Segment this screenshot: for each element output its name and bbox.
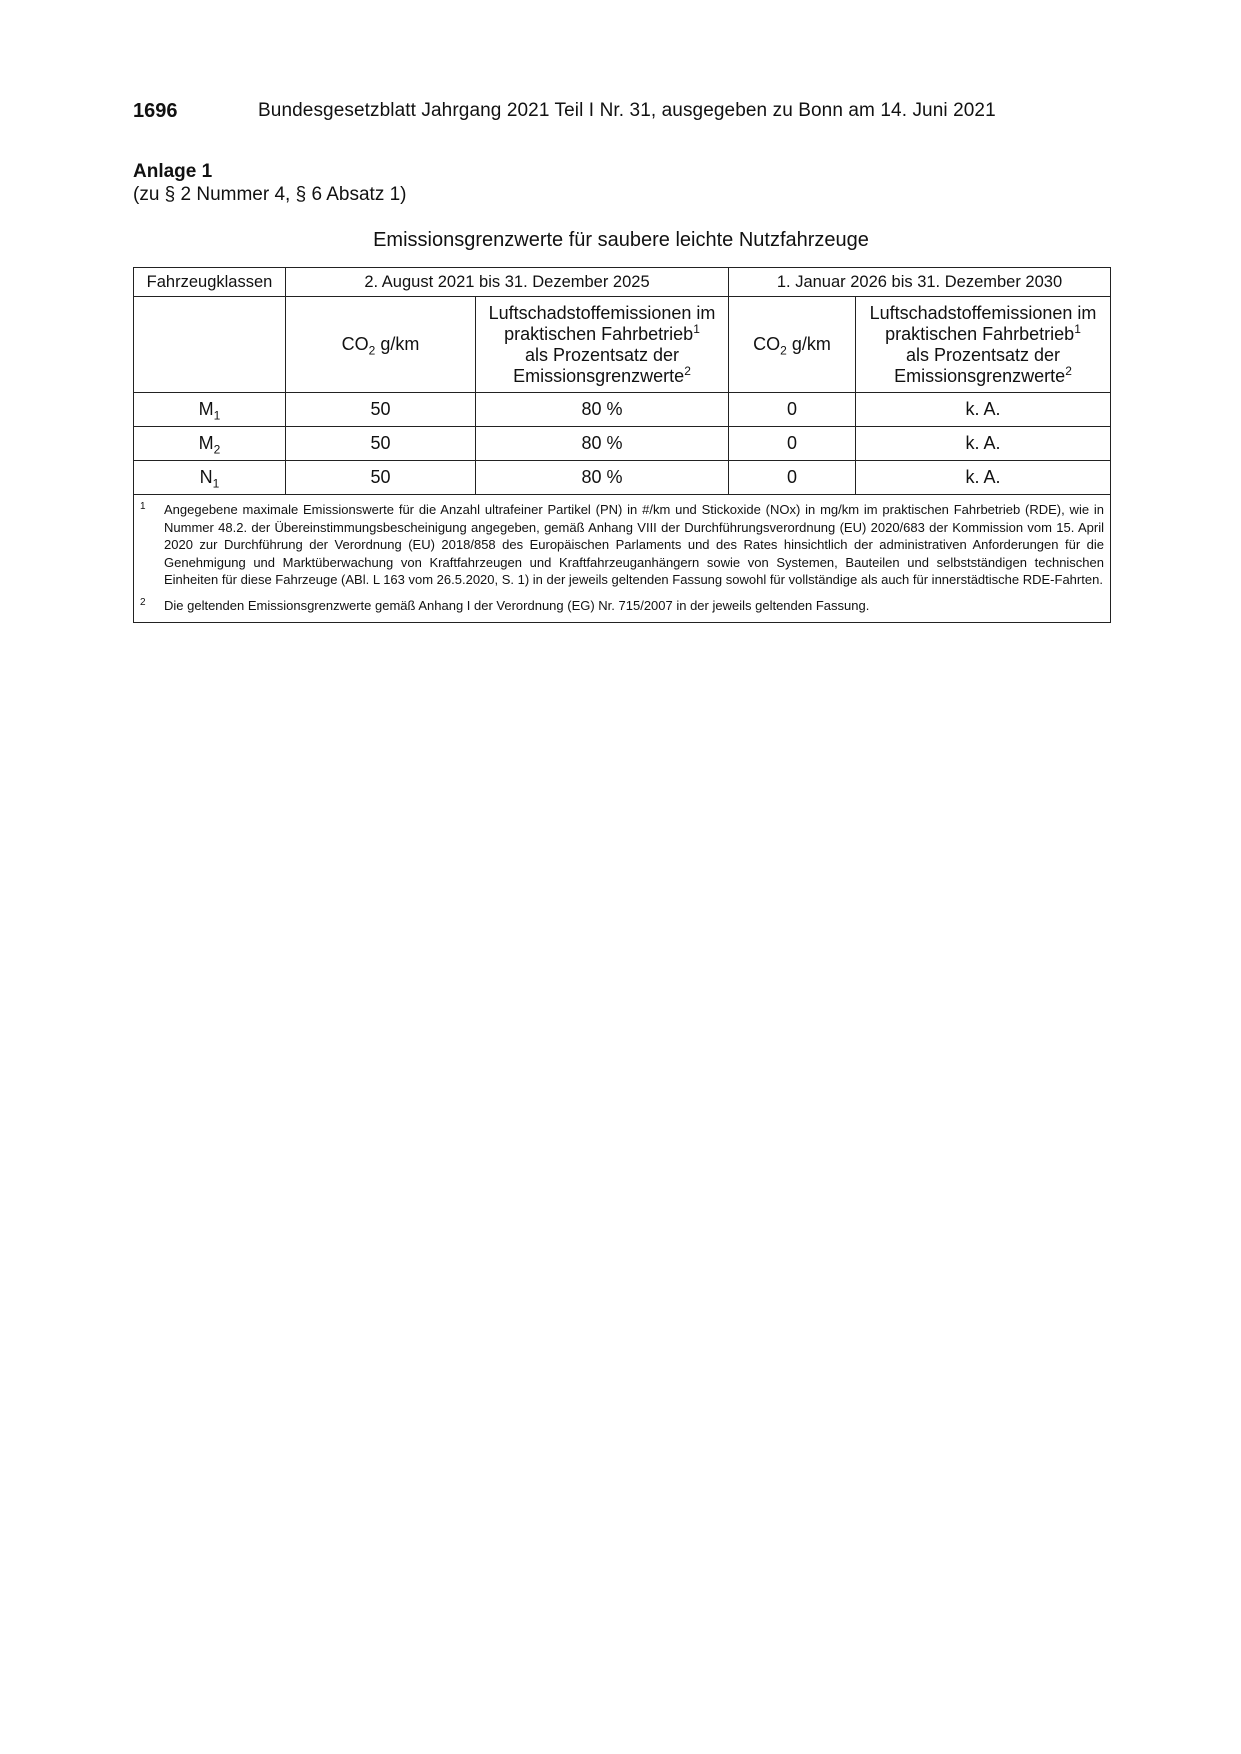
footnotes-row xyxy=(134,495,1111,623)
footnote-text: Die geltenden Emissionsgrenzwerte gemäß Anhang I der Verordnung (EG) Nr. 715/2007 in der jeweils geltenden Fassung. xyxy=(164,597,870,613)
vehicle-class-cell: $M_1$ xyxy=(134,393,286,427)
pollutant-period-1-cell: 80 % xyxy=(476,461,729,495)
pollutant-period-2-cell: k. A. xyxy=(856,393,1111,427)
vehicle-class-cell: $M_2$ xyxy=(134,427,286,461)
co2-period-1-cell: 50 xyxy=(286,393,476,427)
running-title: Bundesgesetzblatt Jahrgang 2021 Teil I Nr. 31, ausgegeben zu Bonn am 14. Juni 2021 xyxy=(258,100,996,121)
footnote-mark: 2 xyxy=(140,596,146,608)
pollutant-period-2-cell: k. A. xyxy=(856,427,1111,461)
co2-period-1-cell: 50 xyxy=(286,427,476,461)
co2-period-2-cell: 0 xyxy=(729,427,856,461)
header-co2-period-1: $CO_2$ g/km xyxy=(286,297,476,393)
table-header-row-periods xyxy=(134,268,1111,297)
table-row xyxy=(134,427,1111,461)
emissions-table xyxy=(133,267,1111,623)
header-empty-cell xyxy=(134,297,286,393)
header-pollutant-period-1: Luftschadstoffemissionen im praktischen Fahrbetrieb$^1$ als Prozentsatz der Emissionsgrenzwerte$^2$ xyxy=(476,297,729,393)
header-vehicle-classes: Fahrzeugklassen xyxy=(134,268,286,297)
header-co2-period-2: $CO_2$ g/km xyxy=(729,297,856,393)
co2-period-2-cell: 0 xyxy=(729,461,856,495)
vehicle-class-cell: $N_1$ xyxy=(134,461,286,495)
table-header-row-measures xyxy=(134,297,1111,393)
footnote-1 xyxy=(140,501,1104,589)
header-pollutant-period-2: Luftschadstoffemissionen im praktischen Fahrbetrieb$^1$ als Prozentsatz der Emissionsgrenzwerte$^2$ xyxy=(856,297,1111,393)
header-period-2: 1. Januar 2026 bis 31. Dezember 2030 xyxy=(729,268,1111,297)
table-row xyxy=(134,393,1111,427)
footnote-text: Angegebene maximale Emissionswerte für die Anzahl ultrafeiner Partikel (PN) in #/km und Stickoxide (NOx) in mg/km im praktischen Fahrbetrieb (RDE), wie in Nummer 48.2. der Übereinstimmungsbescheinigung angegeben, gemäß Anhang VIII der Durchführungsverordnung (EU) 2020/683 der Kommission vom 15. April 2020 zur Durchführung der Verordnung (EU) 2018/858 des Europäischen Parlaments und des Rates hinsichtlich der administrativen Anforderungen für die Genehmigung und Marktüberwachung von Kraftfahrzeugen und Kraftfahrzeuganhängern sowie von Systemen, Bauteilen und selbstständigen technischen Einheiten für diese Fahrzeuge (ABl. L 163 vom 26.5.2020, S. 1) in der jeweils geltenden Fassung sowohl für vollständige als auch für innerstädtische RDE-Fahrten. xyxy=(164,502,1104,587)
annex-reference: (zu § 2 Nummer 4, § 6 Absatz 1) xyxy=(133,184,407,205)
header-period-1: 2. August 2021 bis 31. Dezember 2025 xyxy=(286,268,729,297)
footnote-mark: 1 xyxy=(140,501,146,512)
co2-period-2-cell: 0 xyxy=(729,393,856,427)
pollutant-period-1-cell: 80 % xyxy=(476,393,729,427)
pollutant-period-2-cell: k. A. xyxy=(856,461,1111,495)
table-title: Emissionsgrenzwerte für saubere leichte Nutzfahrzeuge xyxy=(373,229,869,251)
page-header xyxy=(133,100,1113,128)
co2-period-1-cell: 50 xyxy=(286,461,476,495)
annex-heading xyxy=(133,160,407,206)
footnote-2 xyxy=(140,597,1104,615)
page-number: 1696 xyxy=(133,100,178,122)
annex-title: Anlage 1 xyxy=(133,161,213,182)
table-row xyxy=(134,461,1111,495)
footnotes-cell xyxy=(134,495,1111,623)
pollutant-period-1-cell: 80 % xyxy=(476,427,729,461)
